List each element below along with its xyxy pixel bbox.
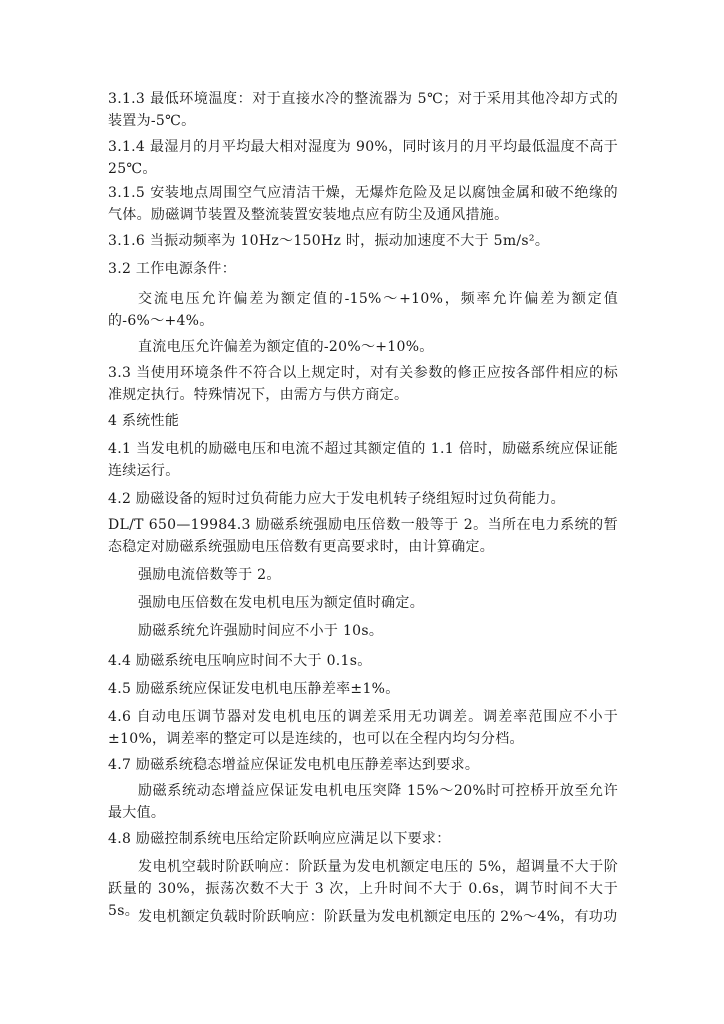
clause-4-7: 4.7 励磁系统稳态增益应保证发电机电压静差率达到要求。 (108, 757, 480, 773)
dc-voltage-tolerance: 直流电压允许偏差为额定值的-20%～+10%。 (138, 339, 434, 355)
clause-3-1-5: 3.1.5 安装地点周围空气应清洁干燥，无爆炸危险及足以腐蚀金属和破不绝缘的气体。励磁调节装置及整流装置安装地点应有防尘及通风措施。 (108, 185, 618, 223)
section-4-heading: 4 系统性能 (108, 413, 180, 429)
clause-4-4: 4.4 励磁系统电压响应时间不大于 0.1s。 (108, 653, 372, 669)
clause-4-6: 4.6 自动电压调节器对发电机电压的调差采用无功调差。调差率范围应不小于±10%，调差率的整定可以是连续的，也可以在全程内均匀分档。 (108, 709, 618, 747)
clause-4-1: 4.1 当发电机的励磁电压和电流不超过其额定值的 1.1 倍时，励磁系统应保证能连续运行。 (108, 441, 618, 479)
clause-4-2: 4.2 励磁设备的短时过负荷能力应大于发电机转子绕组短时过负荷能力。 (108, 491, 565, 507)
clause-4-8: 4.8 励磁控制系统电压给定阶跃响应应满足以下要求： (108, 831, 451, 847)
forcing-voltage-multiple: 强励电压倍数在发电机电压为额定值时确定。 (138, 595, 424, 611)
forcing-current-multiple: 强励电流倍数等于 2。 (138, 567, 281, 583)
ac-voltage-tolerance: 交流电压允许偏差为额定值的-15%～+10%，频率允许偏差为额定值的-6%～+4%。 (108, 291, 618, 329)
clause-3-1-3: 3.1.3 最低环境温度：对于直接水冷的整流器为 5℃；对于采用其他冷却方式的装置为-5℃。 (108, 91, 618, 129)
clause-3-1-4: 3.1.4 最湿月的月平均最大相对湿度为 90%，同时该月的月平均最低温度不高于 25℃。 (108, 139, 618, 177)
forcing-time: 励磁系统允许强励时间应不小于 10s。 (138, 623, 384, 639)
clause-4-5: 4.5 励磁系统应保证发电机电压静差率±1%。 (108, 681, 400, 697)
clause-3-1-6: 3.1.6 当振动频率为 10Hz～150Hz 时，振动加速度不大于 5m/s²。 (108, 233, 550, 249)
clause-3-2-heading: 3.2 工作电源条件： (108, 261, 237, 277)
no-load-step-response: 发电机空载时阶跃响应：阶跃量为发电机额定电压的 5%，超调量不大于阶跃量的 30%，振荡次数不大于 3 次，上升时间不大于 0.6s，调节时间不大于 5s。 (108, 859, 618, 919)
clause-3-3: 3.3 当使用环境条件不符合以上规定时，对有关参数的修正应按各部件相应的标准规定执行。特殊情况下，由需方与供方商定。 (108, 365, 618, 403)
dynamic-gain: 励磁系统动态增益应保证发电机电压突降 15%～20%时可控桥开放至允许最大值。 (108, 783, 618, 821)
rated-load-step-response: 发电机额定负载时阶跃响应：阶跃量为发电机额定电压的 2%～4%，有功功 (138, 909, 618, 925)
clause-4-3: DL/T 650—19984.3 励磁系统强励电压倍数一般等于 2。当所在电力系统的暂态稳定对励磁系统强励电压倍数有更高要求时，由计算确定。 (108, 517, 618, 555)
